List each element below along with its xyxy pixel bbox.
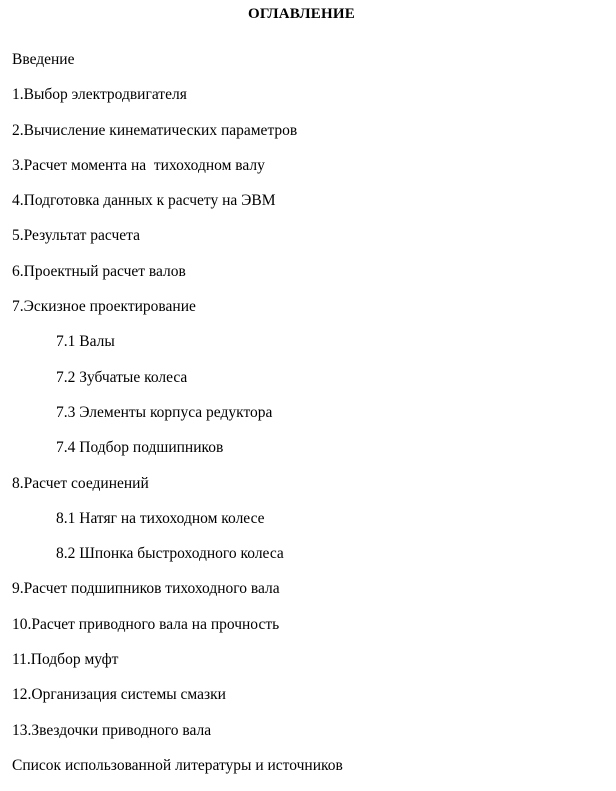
- toc-entry-11[interactable]: 11.Подбор муфт: [12, 651, 119, 669]
- toc-entry-1[interactable]: 1.Выбор электродвигателя: [12, 86, 187, 104]
- toc-entry-introduction[interactable]: Введение: [12, 51, 75, 68]
- toc-entry-7[interactable]: 7.Эскизное проектирование: [12, 298, 196, 316]
- toc-entry-references[interactable]: Список использованной литературы и источников: [12, 756, 343, 774]
- page-title: ОГЛАВЛЕНИЕ: [248, 6, 355, 22]
- table-of-contents: [12, 50, 343, 791]
- toc-entry-8-1[interactable]: 8.1 Натяг на тихоходном колесе: [56, 509, 265, 527]
- toc-entry-5[interactable]: 5.Результат расчета: [12, 227, 140, 245]
- toc-entry-7-4[interactable]: 7.4 Подбор подшипников: [56, 439, 224, 457]
- toc-entry-10[interactable]: 10.Расчет приводного вала на прочность: [12, 615, 280, 633]
- toc-entry-8[interactable]: 8.Расчет соединений: [12, 474, 149, 492]
- toc-entry-13[interactable]: 13.Звездочки приводного вала: [12, 721, 212, 739]
- toc-entry-8-2[interactable]: 8.2 Шпонка быстроходного колеса: [56, 545, 284, 563]
- toc-entry-4[interactable]: 4.Подготовка данных к расчету на ЭВМ: [12, 192, 276, 210]
- toc-entry-6[interactable]: 6.Проектный расчет валов: [12, 262, 186, 280]
- toc-entry-3[interactable]: 3.Расчет момента на тихоходном валу: [12, 156, 265, 174]
- toc-entry-7-1[interactable]: 7.1 Валы: [56, 333, 115, 351]
- toc-entry-2[interactable]: 2.Вычисление кинематических параметров: [12, 121, 298, 139]
- toc-entry-7-2[interactable]: 7.2 Зубчатые колеса: [56, 368, 188, 386]
- toc-entry-9[interactable]: 9.Расчет подшипников тихоходного вала: [12, 580, 280, 598]
- toc-entry-7-3[interactable]: 7.3 Элементы корпуса редуктора: [56, 403, 273, 421]
- toc-entry-12[interactable]: 12.Организация системы смазки: [12, 686, 226, 704]
